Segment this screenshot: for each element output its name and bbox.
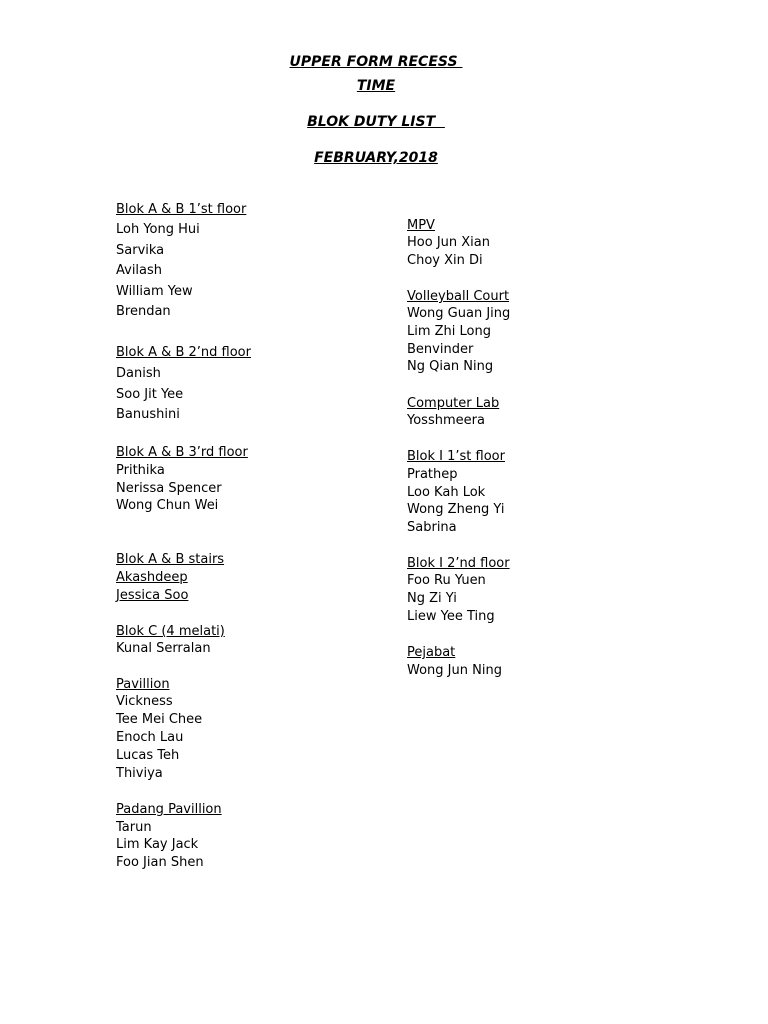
title-line-1: UPPER FORM RECESS — [289, 54, 463, 70]
section-heading-padang-pavillion: Padang Pavillion — [116, 802, 222, 817]
section-heading-blok-i-2: Blok I 2’nd floor — [407, 556, 510, 571]
list-item: Hoo Jun Xian — [407, 235, 490, 250]
list-item: Wong Chun Wei — [116, 498, 219, 513]
list-item: Loo Kah Lok — [407, 485, 486, 500]
list-item: Foo Ru Yuen — [407, 573, 486, 588]
list-item: Sabrina — [407, 520, 457, 535]
section-heading-pavillion: Pavillion — [116, 677, 170, 692]
title-line-2: TIME — [356, 78, 396, 94]
list-item: Sarvika — [116, 243, 165, 258]
list-item: Enoch Lau — [116, 730, 184, 745]
section-heading-pejabat: Pejabat — [407, 645, 456, 660]
list-item: Wong Guan Jing — [407, 306, 511, 321]
list-item: Foo Jian Shen — [116, 855, 204, 870]
list-item: Jessica Soo — [116, 588, 189, 603]
list-item: Ng Zi Yi — [407, 591, 457, 606]
list-item: William Yew — [116, 284, 193, 299]
list-item: Brendan — [116, 304, 171, 319]
list-item: Loh Yong Hui — [116, 222, 200, 237]
list-item: Benvinder — [407, 342, 474, 357]
section-heading-blok-ab-2: Blok A & B 2’nd floor — [116, 345, 251, 360]
list-item: Danish — [116, 366, 161, 381]
list-item: Tee Mei Chee — [116, 712, 203, 727]
section-heading-volleyball-court: Volleyball Court — [407, 289, 510, 304]
list-item: Kunal Serralan — [116, 641, 211, 656]
list-item: Ng Qian Ning — [407, 359, 494, 374]
section-heading-blok-ab-1: Blok A & B 1’st floor — [116, 202, 247, 217]
list-item: Banushini — [116, 407, 180, 422]
list-item: Wong Jun Ning — [407, 663, 502, 678]
list-item: Choy Xin Di — [407, 253, 483, 268]
section-heading-blok-c: Blok C (4 melati) — [116, 624, 225, 639]
list-item: Yosshmeera — [407, 413, 485, 428]
list-item: Lim Kay Jack — [116, 837, 199, 852]
list-item: Lim Zhi Long — [407, 324, 491, 339]
list-item: Soo Jit Yee — [116, 387, 184, 402]
list-item: Akashdeep — [116, 570, 188, 585]
list-item: Liew Yee Ting — [407, 609, 495, 624]
list-item: Wong Zheng Yi — [407, 502, 505, 517]
title-line-4: FEBRUARY,2018 — [314, 150, 438, 166]
section-heading-blok-i-1: Blok I 1’st floor — [407, 449, 505, 464]
list-item: Prathep — [407, 467, 458, 482]
list-item: Tarun — [116, 820, 152, 835]
section-heading-blok-ab-stairs: Blok A & B stairs — [116, 552, 225, 567]
list-item: Vickness — [116, 694, 173, 709]
list-item: Lucas Teh — [116, 748, 180, 763]
section-heading-blok-ab-3: Blok A & B 3’rd floor — [116, 445, 248, 460]
list-item: Thiviya — [116, 766, 163, 781]
title-line-3: BLOK DUTY LIST — [307, 114, 445, 130]
section-heading-computer-lab: Computer Lab — [407, 396, 500, 411]
list-item: Nerissa Spencer — [116, 481, 222, 496]
list-item: Prithika — [116, 463, 165, 478]
section-heading-mpv: MPV — [407, 218, 435, 233]
list-item: Avilash — [116, 263, 163, 278]
